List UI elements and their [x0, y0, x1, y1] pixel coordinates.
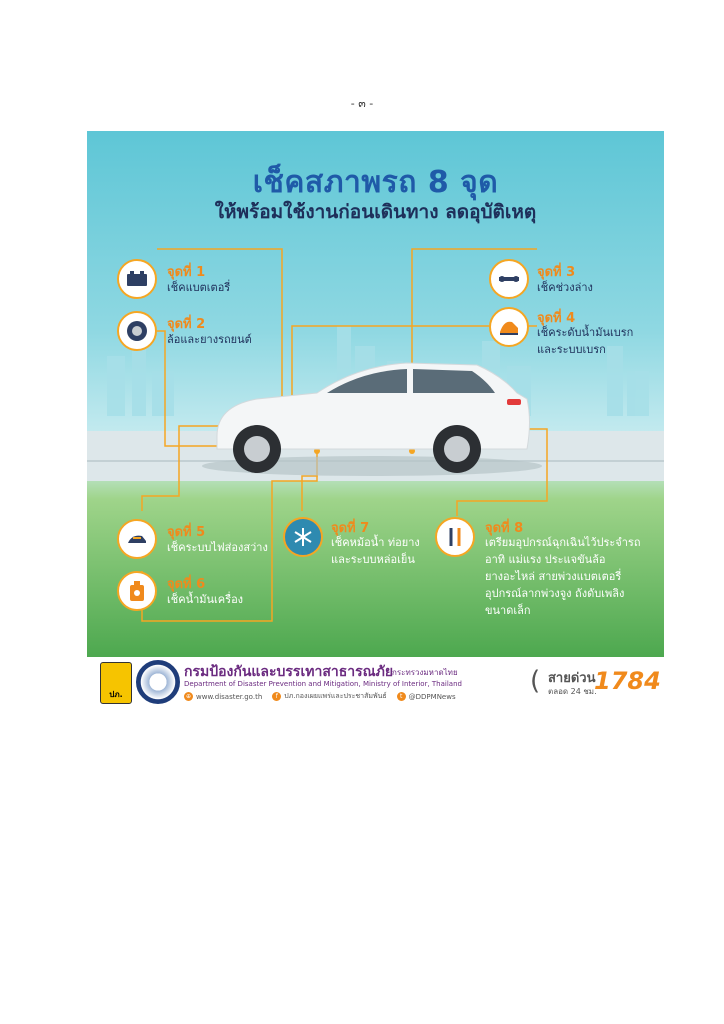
hotline-hours: ตลอด 24 ชม.: [548, 687, 597, 696]
phone-icon: (: [530, 666, 541, 696]
coolant-snowflake-icon: [283, 517, 323, 557]
point-1-desc: เช็คแบตเตอรี่: [167, 281, 231, 294]
point-8-desc-5: ขนาดเล็ก: [485, 604, 531, 617]
point-2-label: จุดที่ 2: [167, 317, 206, 332]
point-8-desc-2: อาทิ แม่แรง ประแจขันล้อ: [485, 553, 606, 566]
infographic-poster: [87, 131, 664, 657]
point-8-desc-1: เตรียมอุปกรณ์ฉุกเฉินไว้ประจำรถ: [485, 536, 641, 549]
hotline-block: [530, 664, 660, 702]
point-5-desc: เช็คระบบไฟส่องสว่าง: [167, 541, 268, 554]
point-8-label: จุดที่ 8: [485, 521, 524, 536]
point-6-desc: เช็คน้ำมันเครื่อง: [167, 593, 244, 606]
point-4-desc-1: เช็คระดับน้ำมันเบรก: [537, 326, 634, 339]
org-name-thai: กรมป้องกันและบรรเทาสาธารณภัย: [184, 664, 394, 680]
poster-subtitle: ให้พร้อมใช้งานก่อนเดินทาง ลดอุบัติเหตุ: [214, 201, 537, 223]
tire-icon: [117, 311, 157, 351]
headlight-icon: [117, 519, 157, 559]
org-name-english: Department of Disaster Prevention and Mitigation, Ministry of Interior, Thailand: [184, 680, 462, 688]
facebook-icon: f: [272, 692, 281, 701]
facebook-contact[interactable]: [272, 691, 386, 702]
ministry-name: กระทรวงมหาดไทย: [392, 668, 458, 677]
brake-pedal-icon: [489, 307, 529, 347]
point-4-label: จุดที่ 4: [537, 311, 576, 326]
point-7-desc-1: เช็คหม้อน้ำ ท่อยาง: [331, 536, 420, 549]
twitter-text: @DDPMNews: [408, 692, 456, 701]
ddpm-logo-text: ปภ.: [109, 690, 123, 699]
car-illustration: [202, 363, 542, 476]
tools-icon: [435, 517, 475, 557]
point-7-desc-2: และระบบหล่อเย็น: [331, 553, 415, 566]
page-number: - ๓ -: [350, 97, 374, 110]
twitter-icon: t: [397, 692, 406, 701]
point-3-label: จุดที่ 3: [537, 265, 576, 280]
ddpm-hand-logo: [100, 662, 132, 704]
point-5-label: จุดที่ 5: [167, 525, 206, 540]
contact-row: [184, 691, 456, 702]
footer-banner: [100, 660, 660, 704]
oil-can-icon: [117, 571, 157, 611]
hotline-label: สายด่วน: [548, 671, 596, 686]
point-3-desc: เช็คช่วงล่าง: [537, 281, 593, 294]
battery-icon: [117, 259, 157, 299]
facebook-text: ปภ.กองเผยแพร่และประชาสัมพันธ์: [284, 692, 387, 700]
point-8-desc-4: อุปกรณ์ลากพ่วงจูง ถังดับเพลิง: [485, 587, 625, 600]
point-2-desc: ล้อและยางรถยนต์: [167, 333, 252, 346]
suspension-icon: [489, 259, 529, 299]
twitter-contact[interactable]: [397, 691, 456, 702]
point-4-desc-2: และระบบเบรก: [537, 343, 606, 356]
ministry-seal-logo: [136, 660, 180, 704]
website-contact[interactable]: [184, 691, 262, 702]
poster-title: เช็คสภาพรถ 8 จุด: [252, 165, 499, 200]
point-8-desc-3: ยางอะไหล่ สายพ่วงแบตเตอรี่: [485, 570, 622, 583]
hotline-number: 1784: [594, 667, 661, 695]
point-6-label: จุดที่ 6: [167, 577, 206, 592]
globe-icon: ⊕: [185, 693, 192, 700]
point-7-label: จุดที่ 7: [331, 521, 370, 536]
point-1-label: จุดที่ 1: [167, 265, 206, 280]
website-text: www.disaster.go.th: [196, 692, 263, 701]
